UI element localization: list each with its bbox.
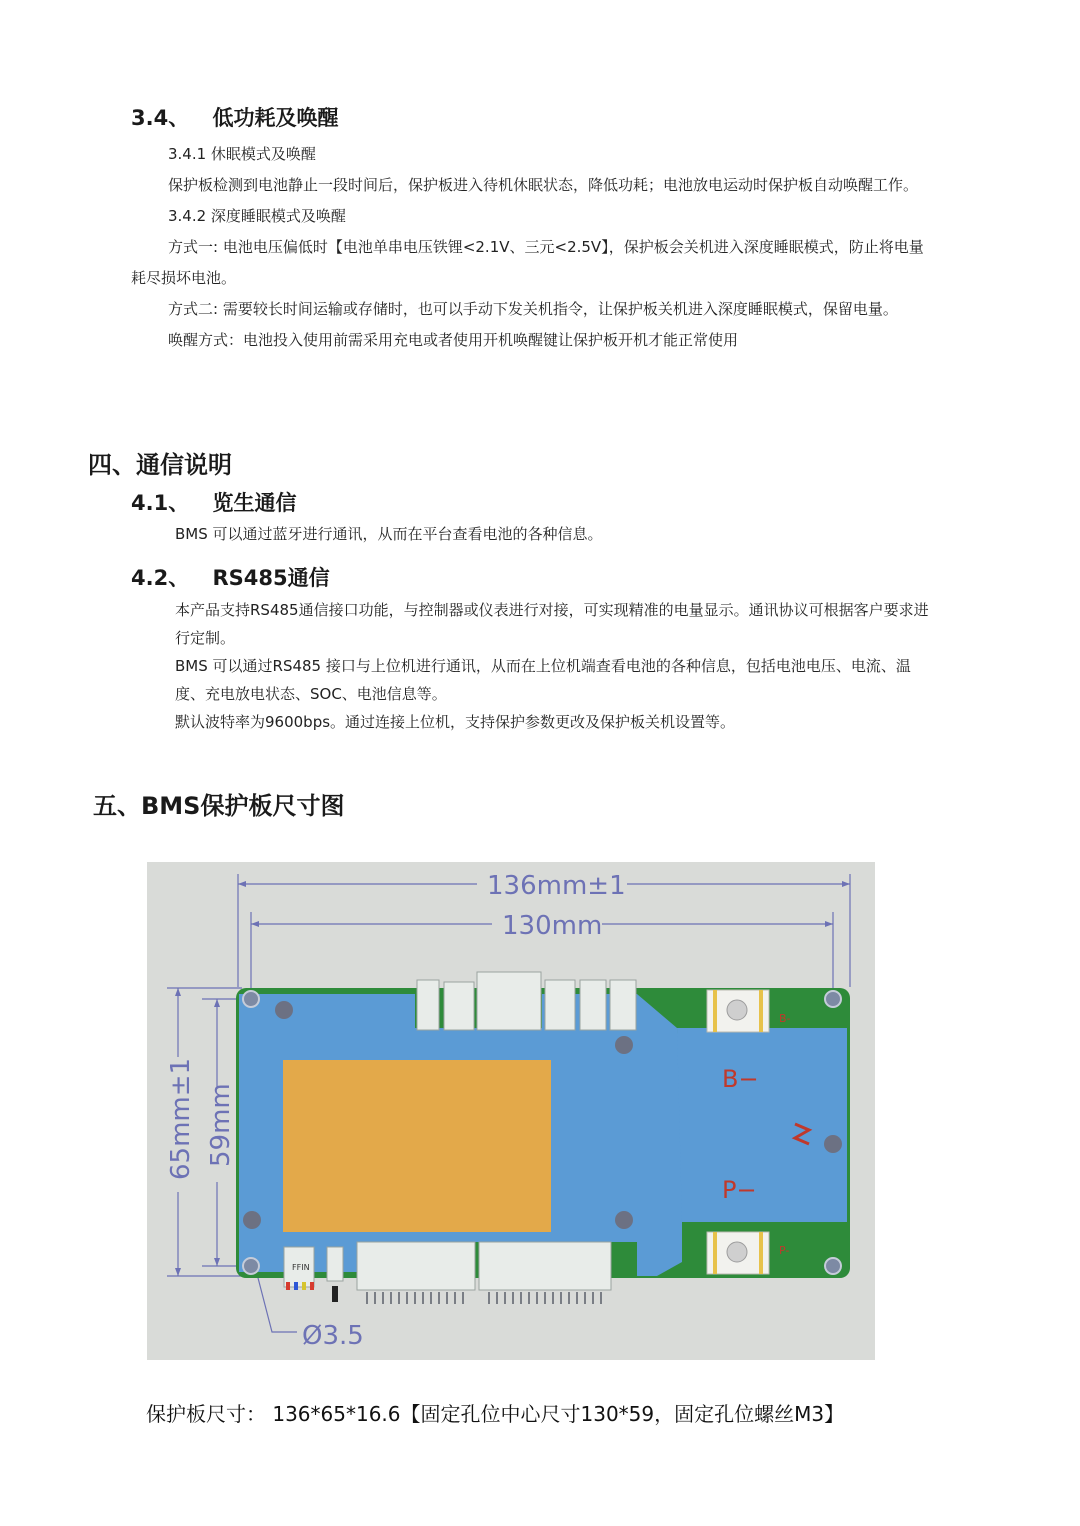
board-drawing <box>147 862 875 1360</box>
label-b-large: B− <box>722 1065 759 1093</box>
top-connectors <box>417 972 636 1030</box>
hole-diameter: Ø3.5 <box>302 1321 364 1351</box>
orange-pad <box>283 1060 551 1232</box>
section-5-heading: 五、BMS保护板尺寸图 <box>93 792 345 820</box>
paragraph-sleep-mode: 保护板检测到电池静止一段时间后，保护板进入待机休眠状态，降低功耗；电池放电运动时保护板自动唤醒工作。 <box>168 176 919 194</box>
paragraph-method-1-cont: 耗尽损坏电池。 <box>131 269 237 287</box>
terminal-b <box>707 990 769 1032</box>
subheading-3-4-2: 3.4.2 深度睡眠模式及唤醒 <box>168 207 346 225</box>
heading-text: 低功耗及唤醒 <box>212 106 339 130</box>
subheading-3-4-1: 3.4.1 休眠模式及唤醒 <box>168 145 316 163</box>
paragraph-wake-method: 唤醒方式：电池投入使用前需采用充电或者使用开机唤醒键让保护板开机才能正常使用 <box>168 331 739 349</box>
paragraph-baud-rate: 默认波特率为9600bps。通过连接上位机，支持保护参数更改及保护板关机设置等。 <box>175 713 736 731</box>
dim-width-outer: 136mm±1 <box>487 871 626 901</box>
terminal-p <box>707 1232 769 1274</box>
board-size-caption: 保护板尺寸： 136*65*16.6【固定孔位中心尺寸130*59，固定孔位螺丝M3】 <box>146 1402 845 1426</box>
blue-insulation-right <box>677 1028 847 1222</box>
paragraph-method-1: 方式一: 电池电压偏低时【电池单串电压铁锂<2.1V、三元<2.5V】，保护板会关机进入深度睡眠模式，防止将电量 <box>168 238 924 256</box>
section-4-heading: 四、通信说明 <box>88 451 232 479</box>
section-4-2-heading <box>131 562 330 592</box>
paragraph-rs485-1: 本产品支持RS485通信接口功能，与控制器或仪表进行对接，可实现精准的电量显示。通讯协议可根据客户要求进 <box>175 601 929 619</box>
connector-label: FFIN <box>292 1263 310 1272</box>
label-p-small: P- <box>779 1244 790 1257</box>
paragraph-method-2: 方式二: 需要较长时间运输或存储时，也可以手动下发关机指令，让保护板关机进入深度睡眠模式，保留电量。 <box>168 300 898 318</box>
bms-board-dimension-figure <box>147 862 875 1360</box>
section-3-4-heading <box>131 102 339 132</box>
heading-number: 4.1、 <box>131 491 190 515</box>
bottom-pins <box>367 1292 601 1304</box>
heading-text: 览生通信 <box>212 491 297 515</box>
dim-height-inner: 59mm <box>206 1083 236 1167</box>
label-p-large: P− <box>722 1176 757 1204</box>
dim-height-outer: 65mm±1 <box>166 1057 196 1180</box>
paragraph-rs485-2-cont: 度、充电放电状态、SOC、电池信息等。 <box>175 685 447 703</box>
heading-text: RS485通信 <box>212 566 330 590</box>
paragraph-rs485-2: BMS 可以通过RS485 接口与上位机进行通讯，从而在上位机端查看电池的各种信息，包括电池电压、电流、温 <box>175 657 911 675</box>
dim-width-inner: 130mm <box>502 911 603 941</box>
bottom-connectors <box>284 1242 611 1290</box>
paragraph-rs485-1-cont: 行定制。 <box>175 629 236 647</box>
section-4-1-heading <box>131 487 297 517</box>
heading-number: 4.2、 <box>131 566 190 590</box>
label-b-small: B- <box>779 1012 791 1025</box>
paragraph-bluetooth: BMS 可以通过蓝牙进行通讯，从而在平台查看电池的各种信息。 <box>175 525 603 543</box>
heading-number: 3.4、 <box>131 106 190 130</box>
